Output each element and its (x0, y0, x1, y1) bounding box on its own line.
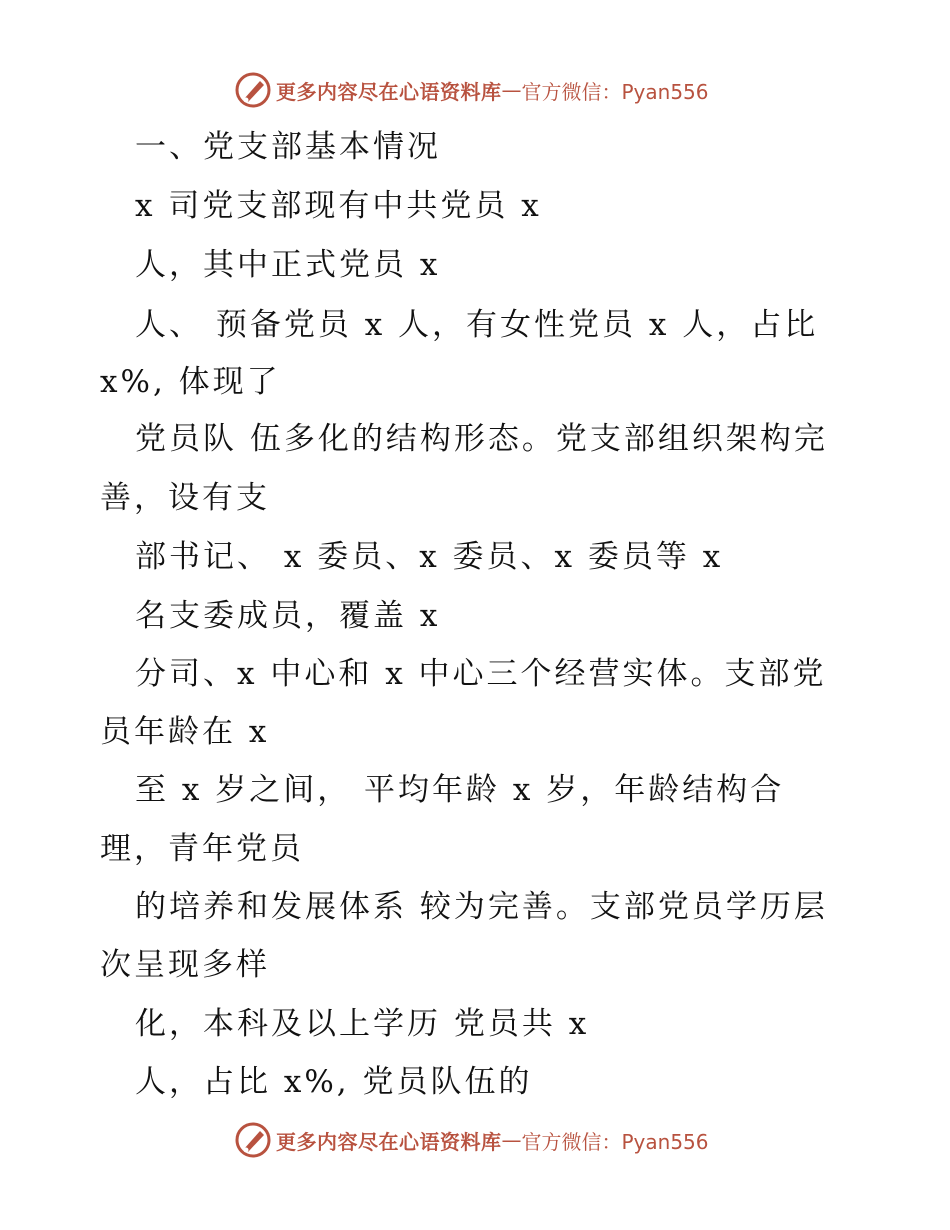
body-line: 分司、x 中心和 x 中心三个经营实体。支部党 (135, 656, 827, 692)
body-line: x%, 体现了 (100, 364, 281, 400)
body-line: 人，其中正式党员 x (135, 247, 441, 283)
watermark-contact-text: 官方微信：Pyan556 (521, 1129, 709, 1154)
section-heading: 一、党支部基本情况 (135, 129, 441, 165)
body-line: 至 x 岁之间， 平均年龄 x 岁，年龄结构合 (135, 772, 785, 808)
watermark-contact-text: 官方微信：Pyan556 (521, 79, 709, 104)
watermark-site-text: 更多内容尽在心语资料库 (276, 1129, 502, 1154)
body-line: 人，占比 x%, 党员队伍的 (135, 1064, 533, 1100)
footer-watermark (234, 1120, 834, 1160)
watermark-separator: — (501, 1128, 522, 1152)
pen-logo-icon (234, 1121, 272, 1159)
body-line: 化，本科及以上学历 党员共 x (135, 1006, 590, 1042)
body-line: 部书记、 x 委员、x 委员、x 委员等 x (135, 539, 724, 575)
body-line: 次呈现多样 (100, 947, 270, 983)
body-line: x 司党支部现有中共党员 x (135, 188, 542, 224)
body-line: 人、 预备党员 x 人，有女性党员 x 人，占比 (135, 307, 819, 343)
body-line: 党员队 伍多化的结构形态。党支部组织架构完 (135, 421, 828, 457)
body-line: 员年龄在 x (100, 714, 270, 750)
header-watermark (234, 70, 834, 110)
watermark-site-text: 更多内容尽在心语资料库 (276, 79, 502, 104)
body-line: 理，青年党员 (100, 831, 304, 867)
watermark-separator: — (501, 78, 522, 102)
body-line: 善，设有支 (100, 480, 270, 516)
pen-logo-icon (234, 71, 272, 109)
body-line: 的培养和发展体系 较为完善。支部党员学历层 (135, 889, 828, 925)
body-line: 名支委成员，覆盖 x (135, 598, 441, 634)
